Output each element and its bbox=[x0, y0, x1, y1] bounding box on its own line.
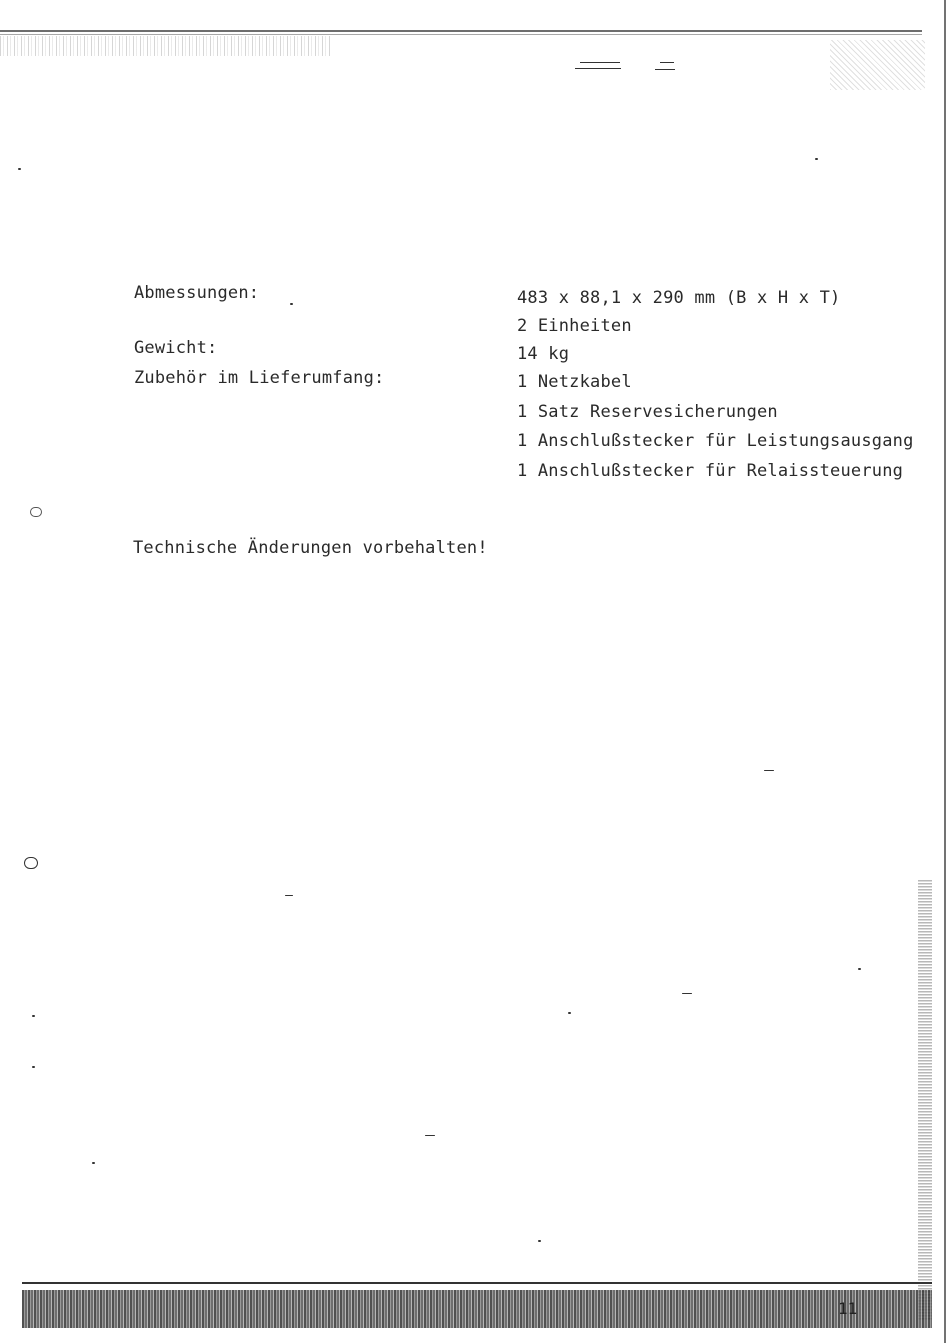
scan-speck bbox=[92, 1162, 95, 1164]
technical-changes-note: Technische Änderungen vorbehalten! bbox=[133, 538, 488, 558]
scan-marks-top bbox=[555, 58, 685, 78]
scan-speck bbox=[18, 168, 21, 170]
weight-value: 14 kg bbox=[517, 344, 570, 364]
rack-units-value: 2 Einheiten bbox=[517, 316, 632, 336]
accessory-item: 1 Satz Reservesicherungen bbox=[517, 402, 778, 422]
scan-speck bbox=[764, 770, 774, 771]
scan-speck bbox=[285, 895, 293, 896]
scan-speck bbox=[30, 507, 42, 517]
accessory-item: 1 Anschlußstecker für Leistungsausgang bbox=[517, 431, 914, 451]
accessory-item: 1 Netzkabel bbox=[517, 372, 632, 392]
scan-speck bbox=[858, 968, 861, 970]
scan-speck bbox=[425, 1135, 435, 1136]
scan-right-edge bbox=[944, 0, 946, 1343]
scan-speck bbox=[32, 1015, 35, 1017]
accessory-item: 1 Anschlußstecker für Relaissteuerung bbox=[517, 461, 904, 481]
scan-noise-top-right bbox=[830, 40, 925, 90]
accessories-label: Zubehör im Lieferumfang: bbox=[134, 368, 385, 388]
scan-bottom-band bbox=[22, 1290, 932, 1328]
scan-speck bbox=[32, 1066, 35, 1068]
dimensions-value: 483 x 88,1 x 290 mm (B x H x T) bbox=[517, 288, 841, 308]
scan-bottom-border bbox=[22, 1282, 932, 1288]
scan-noise-top-left bbox=[0, 36, 330, 56]
weight-label: Gewicht: bbox=[134, 338, 218, 358]
scan-speck bbox=[24, 857, 38, 869]
scan-speck bbox=[568, 1012, 571, 1014]
scan-speck bbox=[682, 993, 692, 994]
page-number: 11 bbox=[838, 1299, 858, 1318]
scan-noise-right bbox=[918, 880, 932, 1320]
dimensions-label: Abmessungen: bbox=[134, 283, 260, 303]
scan-speck bbox=[538, 1240, 541, 1242]
scan-speck bbox=[815, 158, 818, 160]
scan-speck bbox=[290, 303, 293, 305]
